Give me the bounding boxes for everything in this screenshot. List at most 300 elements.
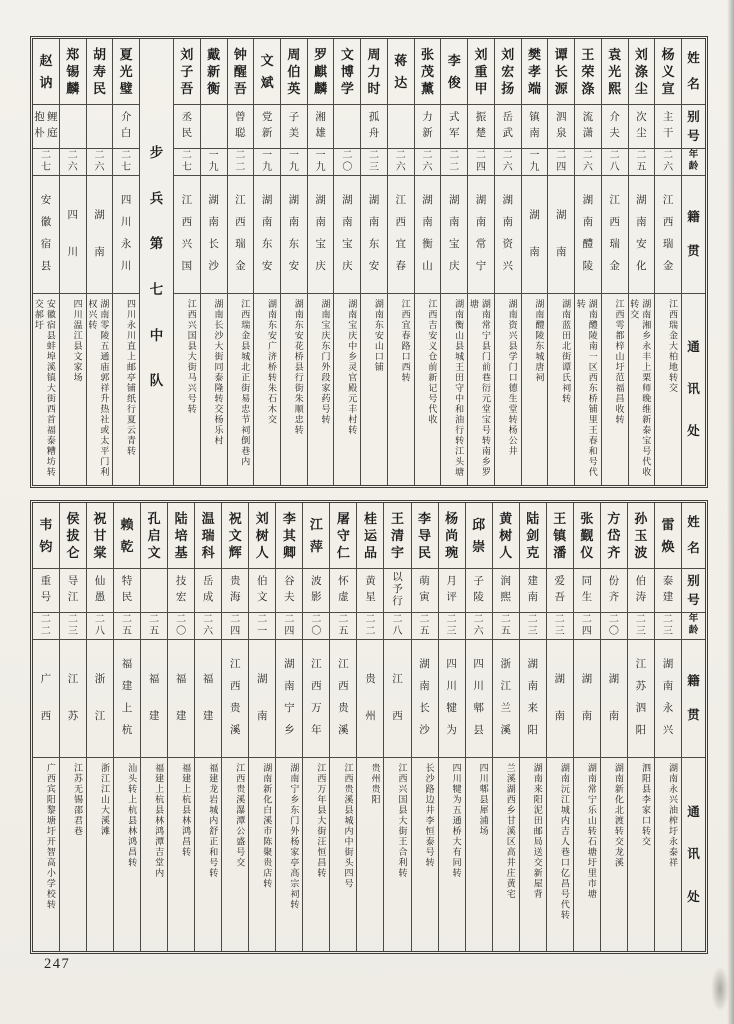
field-label-text: [682, 503, 705, 568]
char: 影: [311, 592, 322, 604]
char: 光: [119, 64, 133, 79]
char: 力: [367, 64, 381, 79]
char: 评: [446, 592, 457, 604]
native-place-text: [601, 640, 627, 757]
char: 焕: [661, 539, 675, 555]
char: 南: [527, 681, 538, 693]
char: 西: [229, 681, 241, 693]
name-cell: [330, 503, 356, 569]
char: 福: [148, 674, 160, 685]
age-text: [33, 149, 59, 175]
char: 兵: [149, 190, 164, 206]
address-text: 湖南零陵五通庙郭祥升热社或太平门利权兴转: [87, 299, 110, 478]
char: 蒋: [394, 52, 408, 68]
address-text: 湖南沅江城内吉人巷口亿昌号代转: [559, 763, 570, 921]
person-column: [574, 39, 601, 485]
age-cell: [113, 149, 139, 176]
native-place-text: [384, 640, 410, 757]
char: 民: [92, 81, 106, 96]
char: 伯: [635, 576, 647, 588]
char: 湖: [368, 195, 380, 207]
char: 贵: [229, 576, 241, 588]
age-cell: [303, 613, 329, 640]
name-cell: [87, 39, 113, 105]
native-place-cell: [415, 176, 441, 294]
char: 乡: [284, 725, 295, 737]
name-cell: [602, 39, 628, 105]
char: 仙: [94, 576, 106, 588]
char: 龄: [688, 162, 699, 173]
char: 步: [149, 145, 164, 161]
native-place-text: [629, 176, 655, 293]
native-place-text: [141, 640, 167, 757]
native-place-cell: [493, 640, 519, 758]
address-text: 湖南永兴油榨圩永泰祥: [668, 763, 678, 868]
alias-cell: [466, 569, 492, 613]
native-place-cell: [602, 176, 628, 294]
name-text: [330, 503, 356, 568]
age-cell: [141, 613, 167, 640]
address-text: 湖南新化北渡转交龙溪: [613, 763, 624, 868]
char: 同: [581, 576, 593, 588]
native-place-text: [655, 176, 681, 293]
char: 拔: [66, 528, 80, 543]
char: 南: [288, 217, 300, 229]
char: 二: [342, 150, 353, 161]
char: 二: [449, 162, 460, 173]
age-text: [334, 149, 360, 175]
char: 钟: [233, 47, 247, 62]
name-text: [303, 503, 329, 568]
char: 力: [422, 112, 433, 124]
address-text: 江西雩都梓山圩范福昌收转: [614, 299, 625, 425]
alias-text: [330, 569, 356, 612]
address-text: 湖南宝庆中乡灵官殿元丰村转: [347, 299, 358, 436]
age-cell: [495, 149, 521, 176]
address-cell: [201, 294, 227, 485]
char: 王: [553, 511, 567, 526]
address-text: 湖南常宁县门前巷衍元堂宝号转南乡罗塘: [468, 299, 491, 478]
native-place-text: [330, 640, 356, 757]
char: 雷: [661, 516, 675, 532]
char: 刘: [180, 47, 194, 62]
char: 贯: [687, 244, 700, 259]
char: 宏: [501, 64, 515, 79]
alias-text: [113, 105, 139, 148]
char: 守: [336, 528, 350, 543]
name-cell: [629, 39, 655, 105]
char: 九: [288, 162, 299, 173]
age-text: [547, 613, 573, 639]
char: 刘: [501, 47, 515, 62]
alias-cell: [574, 569, 600, 613]
person-column: [547, 39, 574, 485]
address-text: 福建上杭县林鸿昌转: [181, 763, 192, 858]
address-text: 湖南长沙大街同泰隆转交杨乐村: [213, 299, 224, 446]
char: 南: [475, 217, 487, 229]
char: 培: [174, 528, 188, 543]
char: 五: [149, 626, 160, 637]
alias-text: [195, 569, 221, 612]
alias-text: [228, 105, 254, 148]
field-label-text: [682, 758, 705, 951]
address-cell: [547, 758, 573, 951]
char: 醴: [582, 239, 594, 251]
field-label-cell: [682, 176, 705, 294]
age-cell: [114, 613, 140, 640]
field-label-cell: [682, 149, 705, 176]
name-cell: [303, 503, 329, 569]
name-cell: [334, 39, 360, 105]
char: 军: [449, 128, 460, 140]
alias-text: [601, 569, 627, 612]
char: 金: [609, 261, 620, 273]
person-column: [307, 39, 334, 485]
name-text: [201, 39, 227, 104]
address-text: 湖南东安广济桥转朱石木交: [266, 299, 277, 425]
char: 南: [502, 217, 513, 229]
name-cell: [87, 503, 113, 569]
address-text: 四川犍为五通桥大有同转: [451, 763, 462, 879]
native-place-text: [412, 640, 438, 757]
char: 南: [636, 217, 647, 229]
char: 周: [367, 47, 381, 62]
age-cell: [522, 149, 548, 176]
person-column: [194, 503, 221, 951]
address-text: 湖南宁乡东门外杨家亭高宗祠转: [289, 763, 300, 910]
char: 南: [608, 710, 620, 722]
address-cell: [468, 294, 494, 485]
char: 涤: [581, 81, 595, 96]
address-text: 福建上杭县林鸿潭吉堂内: [154, 763, 165, 879]
name-text: [466, 503, 492, 568]
person-column: [356, 503, 383, 951]
char: 子: [288, 112, 300, 124]
char: 刘: [255, 511, 269, 526]
native-place-cell: [330, 640, 356, 758]
char: 湖: [342, 195, 353, 207]
name-cell: [439, 503, 465, 569]
address-text: 江西瑞金大柏地转交: [668, 299, 678, 394]
char: 抱: [34, 112, 45, 124]
alias-cell: [33, 569, 59, 613]
person-column: [465, 503, 492, 951]
alias-text: [468, 105, 494, 148]
char: 锡: [66, 64, 80, 79]
person-column: [654, 39, 681, 485]
char: 讯: [687, 847, 700, 862]
char: 江: [235, 195, 246, 207]
age-cell: [60, 149, 86, 176]
name-cell: [548, 39, 574, 105]
char: 江: [309, 516, 323, 532]
address-text: 安徽宿县蚌埠溪镇大街西首福泰糟坊转交郝圩: [33, 299, 56, 478]
alias-text: [174, 105, 200, 148]
char: 常: [475, 239, 487, 251]
age-cell: [575, 149, 601, 176]
char: 三: [554, 626, 565, 637]
char: 贵: [338, 703, 349, 715]
name-cell: [468, 39, 494, 105]
char: 黄: [365, 576, 376, 588]
native-place-text: [113, 176, 139, 293]
alias-cell: [601, 569, 627, 613]
native-place-cell: [466, 640, 492, 758]
name-text: [412, 503, 438, 568]
native-place-cell: [33, 176, 59, 294]
char: 永: [662, 703, 674, 715]
address-text: 汕头转上杭县林鸿昌转: [127, 763, 138, 868]
char: 萍: [309, 539, 323, 555]
age-text: [495, 149, 521, 175]
alias-cell: [222, 569, 248, 613]
char: 阳: [527, 725, 538, 737]
char: 三: [446, 626, 457, 637]
alias-text: [33, 569, 59, 612]
native-place-cell: [33, 640, 59, 758]
alias-cell: [628, 569, 654, 613]
name-text: [228, 39, 254, 104]
person-column: [383, 503, 410, 951]
person-column: [654, 503, 681, 951]
address-cell: [33, 294, 59, 485]
char: 树: [499, 528, 513, 543]
age-text: [330, 613, 356, 639]
roster-table-top: [30, 36, 708, 488]
char: 浙: [94, 674, 106, 685]
alias-cell: [548, 105, 574, 149]
char: 时: [367, 81, 381, 96]
char: 化: [636, 261, 647, 273]
char: 三: [67, 626, 78, 637]
char: 萌: [419, 576, 430, 588]
alias-text: [547, 569, 573, 612]
alias-text: [334, 105, 360, 148]
age-cell: [168, 613, 194, 640]
field-label-column: [681, 503, 705, 951]
alias-cell: [388, 105, 414, 149]
char: 二: [40, 614, 51, 625]
alias-text: [412, 569, 438, 612]
char: 六: [67, 162, 78, 173]
address-cell: [412, 758, 438, 951]
alias-text: [361, 105, 387, 148]
char: 涛: [635, 592, 647, 604]
char: 二: [338, 614, 349, 625]
name-text: [628, 503, 654, 568]
char: 五: [338, 626, 349, 637]
char: 湖: [94, 210, 105, 221]
field-label-cell: [682, 569, 705, 613]
char: 民: [181, 128, 193, 140]
char: 潇: [582, 128, 594, 140]
name-text: [87, 503, 113, 568]
char: 永: [120, 239, 132, 251]
person-column: [411, 503, 438, 951]
address-cell: [276, 758, 302, 951]
person-column: [59, 39, 86, 485]
age-text: [493, 613, 519, 639]
alias-text: [303, 569, 329, 612]
char: 湖: [581, 674, 593, 685]
char: 二: [181, 150, 192, 161]
age-text: [254, 149, 280, 175]
person-column: [573, 503, 600, 951]
age-text: [439, 613, 465, 639]
address-text: 四川温江县文家场: [72, 299, 83, 383]
address-cell: [361, 294, 387, 485]
char: 次: [636, 112, 647, 124]
native-place-cell: [87, 640, 113, 758]
char: 陆: [174, 511, 188, 526]
char: 郫: [473, 703, 484, 715]
char: 山: [422, 261, 433, 273]
char: 〇: [176, 626, 187, 637]
address-text: 江西瑞金县城北正街易忠节祠倒巷内: [240, 299, 251, 467]
alias-text: [384, 569, 410, 612]
char: 树: [255, 528, 269, 543]
person-column: [248, 503, 275, 951]
char: 熙: [608, 81, 622, 96]
name-cell: [388, 39, 414, 105]
char: 岳: [202, 576, 214, 588]
alias-cell: [357, 569, 383, 613]
char: 泗: [555, 112, 567, 124]
char: 光: [608, 64, 622, 79]
char: 麟: [66, 81, 80, 96]
char: 李: [418, 511, 432, 526]
char: 二: [635, 614, 646, 625]
person-column: [467, 39, 494, 485]
char: 麒: [314, 64, 328, 79]
age-text: [33, 613, 59, 639]
alias-text: [628, 569, 654, 612]
address-text: 江西兴国县大街王合利转: [397, 763, 408, 879]
char: 安: [636, 239, 647, 251]
name-cell: [493, 503, 519, 569]
char: 贵: [229, 703, 241, 715]
char: 丞: [181, 112, 193, 124]
age-text: [468, 149, 494, 175]
native-place-cell: [388, 176, 414, 294]
person-column: [86, 503, 113, 951]
char: 西: [40, 710, 52, 722]
char: 八: [94, 626, 105, 637]
char: 年: [311, 725, 322, 737]
char: 二: [473, 614, 484, 625]
char: 重: [40, 576, 52, 588]
char: 星: [365, 592, 376, 604]
char: 湖: [475, 195, 487, 207]
age-text: [113, 149, 139, 175]
native-place-cell: [113, 176, 139, 294]
char: 建: [175, 710, 187, 722]
char: 西: [338, 681, 349, 693]
name-cell: [281, 39, 307, 105]
alias-cell: [249, 569, 275, 613]
name-text: [468, 39, 494, 104]
address-cell: [522, 294, 548, 485]
char: 一: [262, 150, 273, 161]
native-place-cell: [522, 176, 548, 294]
address-cell: [308, 294, 334, 485]
char: 夏: [119, 47, 133, 62]
name-cell: [522, 39, 548, 105]
char: 江: [662, 195, 674, 207]
alias-cell: [334, 105, 360, 149]
char: 杨: [445, 511, 459, 526]
char: 龄: [688, 626, 699, 637]
name-text: [357, 503, 383, 568]
age-text: [574, 613, 600, 639]
char: 齐: [607, 545, 621, 560]
char: 籍: [687, 674, 700, 689]
char: 兴: [502, 261, 513, 273]
char: 江: [635, 659, 647, 671]
address-cell: [466, 758, 492, 951]
char: 主: [662, 112, 674, 124]
address-text: 湖南东安花桥县行街朱顺忠转: [293, 299, 304, 436]
char: 安: [288, 261, 300, 273]
char: 张: [421, 47, 435, 62]
char: 江: [67, 674, 79, 685]
char: 徽: [40, 217, 52, 229]
char: 湘: [315, 112, 326, 124]
char: 二: [609, 150, 620, 161]
char: 二: [40, 150, 51, 161]
name-cell: [655, 503, 681, 569]
char: 二: [395, 150, 406, 161]
char: 二: [502, 150, 513, 161]
person-column: [113, 503, 140, 951]
char: 五: [636, 162, 647, 173]
name-cell: [249, 503, 275, 569]
char: 二: [446, 614, 457, 625]
char: 江: [311, 659, 322, 671]
name-cell: [441, 39, 467, 105]
age-cell: [548, 149, 574, 176]
age-text: [201, 149, 227, 175]
char: 予: [392, 584, 403, 596]
char: 湖: [208, 195, 219, 207]
native-place-text: [174, 176, 200, 293]
char: 湖: [419, 659, 430, 671]
char: 通: [687, 340, 700, 355]
char: 湖: [529, 210, 540, 221]
name-text: [113, 39, 139, 104]
char: 南: [208, 217, 219, 229]
name-text: [384, 503, 410, 568]
name-text: [495, 39, 521, 104]
native-place-text: [87, 176, 113, 293]
address-cell: [602, 294, 628, 485]
person-column: [601, 39, 628, 485]
char: 沙: [208, 261, 219, 273]
char: 西: [395, 217, 407, 229]
name-cell: [195, 503, 221, 569]
char: 袁: [608, 47, 622, 62]
native-place-text: [87, 640, 113, 757]
char: 涤: [634, 64, 648, 79]
age-text: [281, 149, 307, 175]
address-text: 湖南来阳泥田邮局送交新屋背: [532, 763, 543, 900]
char: 新: [422, 128, 433, 140]
char: 吾: [180, 81, 194, 96]
age-text: [602, 149, 628, 175]
char: 广: [40, 674, 52, 685]
age-text: [168, 613, 194, 639]
alias-cell: [412, 569, 438, 613]
